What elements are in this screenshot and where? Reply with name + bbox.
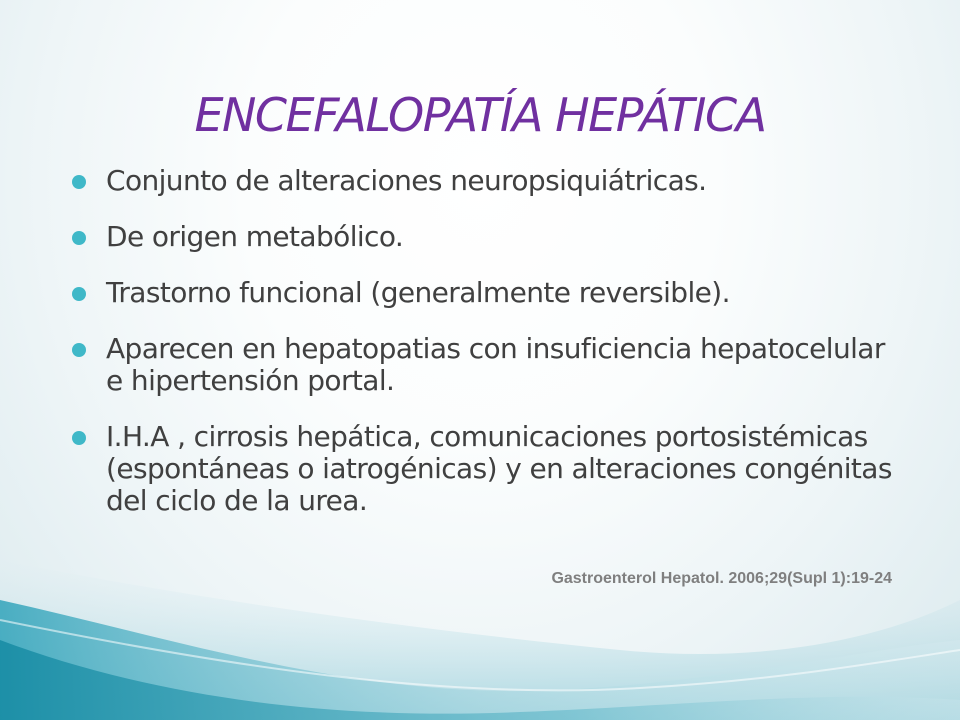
citation: Gastroenterol Hepatol. 2006;29(Supl 1):19-24 xyxy=(551,570,892,587)
bullet-text: Aparecen en hepatopatias con insuficiencia hepatocelular e hipertensión portal. xyxy=(106,332,885,397)
list-item xyxy=(72,221,902,253)
bullet-text: Trastorno funcional (generalmente reversible). xyxy=(106,276,730,309)
bullet-dot-icon xyxy=(72,287,86,301)
bullet-text: I.H.A , cirrosis hepática, comunicaciones portosistémicas (espontáneas o iatrogénicas) y en alteraciones congénitas del ciclo de la urea. xyxy=(106,420,892,517)
bullet-dot-icon xyxy=(72,175,86,189)
bullet-dot-icon xyxy=(72,431,86,445)
list-item xyxy=(72,421,902,517)
bullet-text: De origen metabólico. xyxy=(106,220,404,253)
slide-title: ENCEFALOPATÍA HEPÁTICA xyxy=(194,88,766,142)
list-item xyxy=(72,277,902,309)
list-item xyxy=(72,165,902,197)
bullet-dot-icon xyxy=(72,343,86,357)
bullet-dot-icon xyxy=(72,231,86,245)
bullet-list xyxy=(72,165,902,541)
bullet-text: Conjunto de alteraciones neuropsiquiátricas. xyxy=(106,164,707,197)
list-item xyxy=(72,333,902,397)
